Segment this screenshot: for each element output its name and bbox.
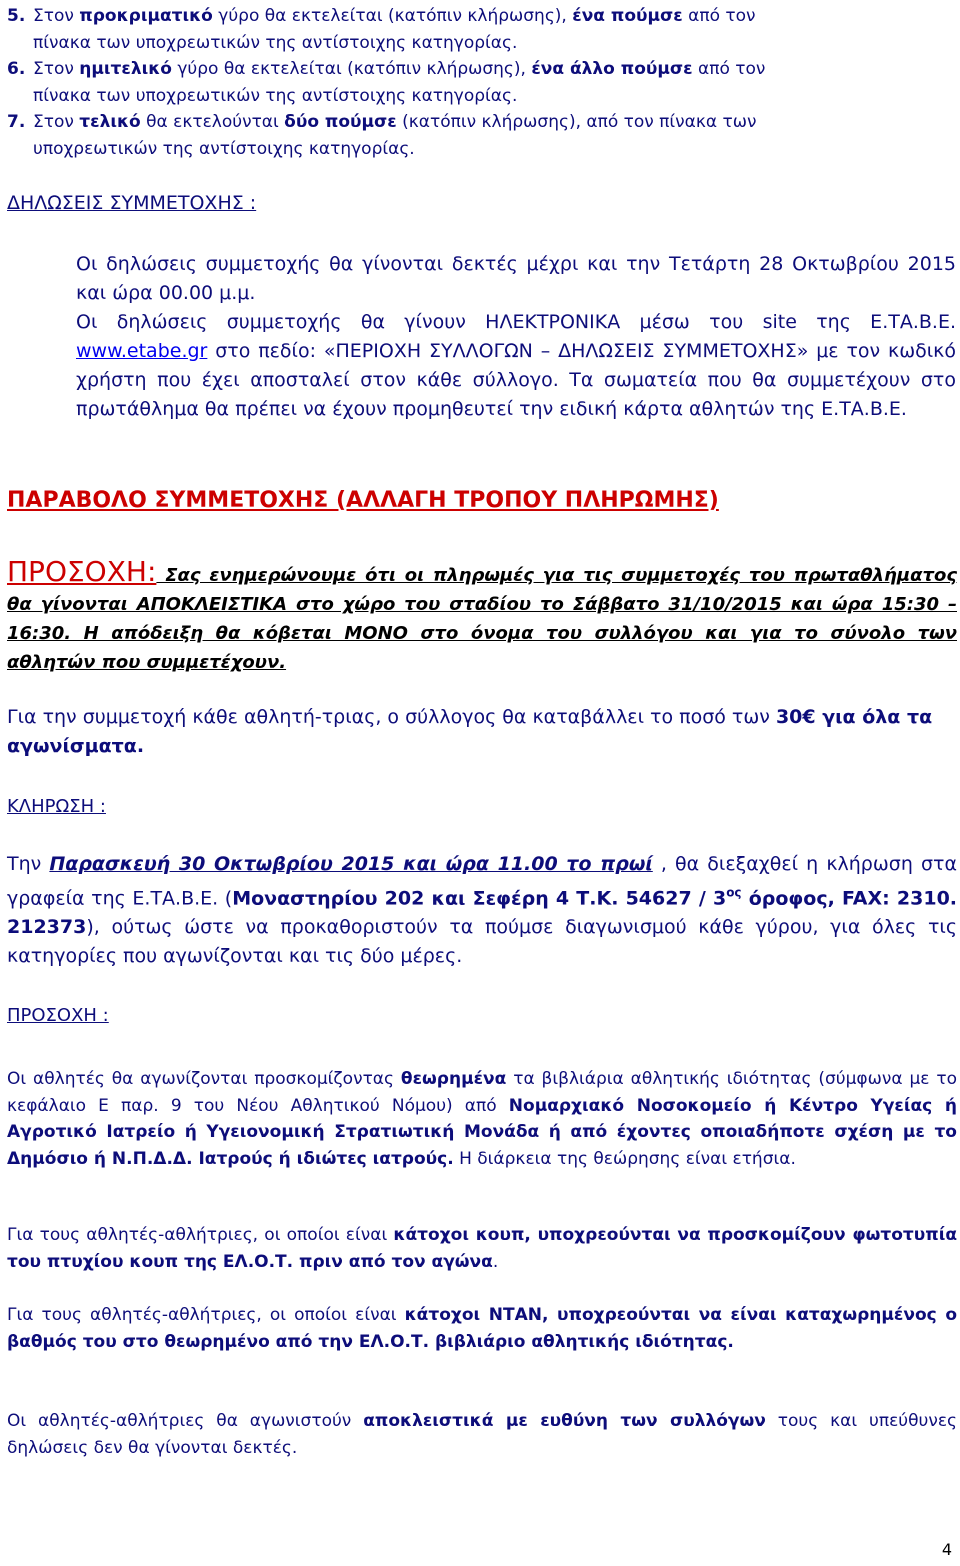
list-item-7: 7. Στον τελικό θα εκτελούνται δύο πούμσε (κατόπιν κλήρωσης), από τον πίνακα των [7,109,957,136]
deadline-text: Οι δηλώσεις συμμετοχής θα γίνονται δεκτές μέχρι και την Τετάρτη 28 Οκτωβρίου 2015 και ώρα 00.00 μ.μ. [76,253,956,304]
attention-p4: Οι αθλητές-αθλήτριες θα αγωνιστούν αποκλειστικά με ευθύνη των συλλόγων τους και υπεύθυνες δηλώσεις δεν θα γίνονται δεκτές. [7,1411,957,1458]
attention-p1: Οι αθλητές θα αγωνίζονται προσκομίζοντας θεωρημένα τα βιβλιάρια αθλητικής ιδιότητας (σύμφωνα με το κεφάλαιο Ε παρ. 9 του Νέου Αθλητικού Νόμου) από Νομαρχιακό Νοσοκομείο ή Κέντρο Υγείας ή Αγροτικό Ιατρείο ή Υγειονομική Στρατιωτική Μονάδα ή από έχοντες οποιαδήποτε σχέση με το Δημόσιο ή Ν.Π.Δ.Δ. Ιατρούς ή ιδιώτες ιατρούς. Η διάρκεια της θεώρησης είναι ετήσια. [7,1069,957,1169]
payment-alert [7,557,957,677]
list-item-5: 5. Στον προκριματικό γύρο θα εκτελείται (κατόπιν κλήρωσης), ένα πούμσε από τον [7,3,957,30]
draw-body: Την Παρασκευή 30 Οκτωβρίου 2015 και ώρα 11.00 το πρωί , θα διεξαχθεί η κλήρωση στα γραφεία της Ε.ΤΑ.Β.Ε. (Μοναστηρίου 202 και Σεφέρη 4 Τ.Κ. $54627 / 3^{o\varsigma}$ όροφος, FAX: 2310. 212373), ούτως ώστε να προκαθοριστούν τα πούμσε διαγωνισμού κάθε γύρου, για όλες τις κατηγορίες που αγωνίζονται και τις δύο μέρες. [7,853,958,968]
draw-address: Μοναστηρίου 202 και Σεφέρη 4 Τ.Κ. 54627 / 3 [232,887,727,910]
attention-heading: ΠΡΟΣΟΧΗ : [7,1005,109,1026]
list-item-5-cont: πίνακα των υποχρεωτικών της αντίστοιχης κατηγορίας. [33,32,518,53]
list-item-6-cont: πίνακα των υποχρεωτικών της αντίστοιχης κατηγορίας. [33,85,518,106]
page-number: 4 [941,1540,952,1559]
declarations-body [76,250,956,424]
electronic-text: Οι δηλώσεις συμμετοχής θα γίνουν ΗΛΕΚΤΡΟΝΙΚΑ μέσω του site της Ε.ΤΑ.Β.Ε. www.etabe.gr στο πεδίο: «ΠΕΡΙΟΧΗ ΣΥΛΛΟΓΩΝ – ΔΗΛΩΣΕΙΣ ΣΥΜΜΕΤΟΧΗΣ» με τον κωδικό χρήστη που έχει αποσταλεί στον κάθε σύλλογο. Τα σωματεία που θα συμμετέχουν στο πρωτάθλημα θα πρέπει να έχουν προμηθευτεί την ειδική κάρτα αθλητών της Ε.ΤΑ.Β.Ε. [76,311,956,420]
item-number: 7. [7,112,26,132]
alert-text: Σας ενημερώνουμε ότι οι πληρωμές για τις συμμετοχές του πρωταθλήματος θα γίνονται ΑΠΟΚΛΕΙΣΤΙΚΑ στο χώρο του σταδίου το Σάββατο 31/10/2015 και ώρα 15:30 – 16:30. Η απόδειξη θα κόβεται ΜΟΝΟ στο όνομα του συλλόγου και για το σύνολο των αθλητών που συμμετέχουν. [7,565,957,673]
amount-value: 30€ για όλα τα αγωνίσματα. [7,706,933,757]
alert-label: ΠΡΟΣΟΧΗ: [7,555,157,588]
draw-date: Παρασκευή 30 Οκτωβρίου 2015 και ώρα 11.00 το πρωί [49,853,653,875]
etabe-link[interactable]: www.etabe.gr [76,340,208,362]
draw-heading: ΚΛΗΡΩΣΗ : [7,796,106,817]
attention-p2: Για τους αθλητές-αθλήτριες, οι οποίοι είναι κάτοχοι κουπ, υποχρεούνται να προσκομίζουν φωτοτυπία του πτυχίου κουπ της ΕΛ.Ο.Τ. πριν από τον αγώνα. [7,1225,958,1272]
fee-heading: ΠΑΡΑΒΟΛΟ ΣΥΜΜΕΤΟΧΗΣ (ΑΛΛΑΓΗ ΤΡΟΠΟΥ ΠΛΗΡΩΜΗΣ) [7,488,719,513]
item-number: 5. [7,6,26,26]
attention-p3: Για τους αθλητές-αθλήτριες, οι οποίοι είναι κάτοχοι ΝΤΑΝ, υποχρεούνται να είναι καταχωρημένος ο βαθμός του στο θεωρημένο από την ΕΛ.Ο.Τ. βιβλιάριο αθλητικής ιδιότητας. [7,1305,957,1352]
item-number: 6. [7,59,26,79]
fee-amount: Για την συμμετοχή κάθε αθλητή-τριας, ο σύλλογος θα καταβάλλει το ποσό των 30€ για όλα τα αγωνίσματα. [7,706,933,757]
declarations-heading: ΔΗΛΩΣΕΙΣ ΣΥΜΜΕΤΟΧΗΣ : [7,192,257,214]
list-item-6: 6. Στον ημιτελικό γύρο θα εκτελείται (κατόπιν κλήρωσης), ένα άλλο πούμσε από τον [7,56,957,83]
rounds-list [7,3,957,162]
list-item-7-cont: υποχρεωτικών της αντίστοιχης κατηγορίας. [33,138,415,159]
